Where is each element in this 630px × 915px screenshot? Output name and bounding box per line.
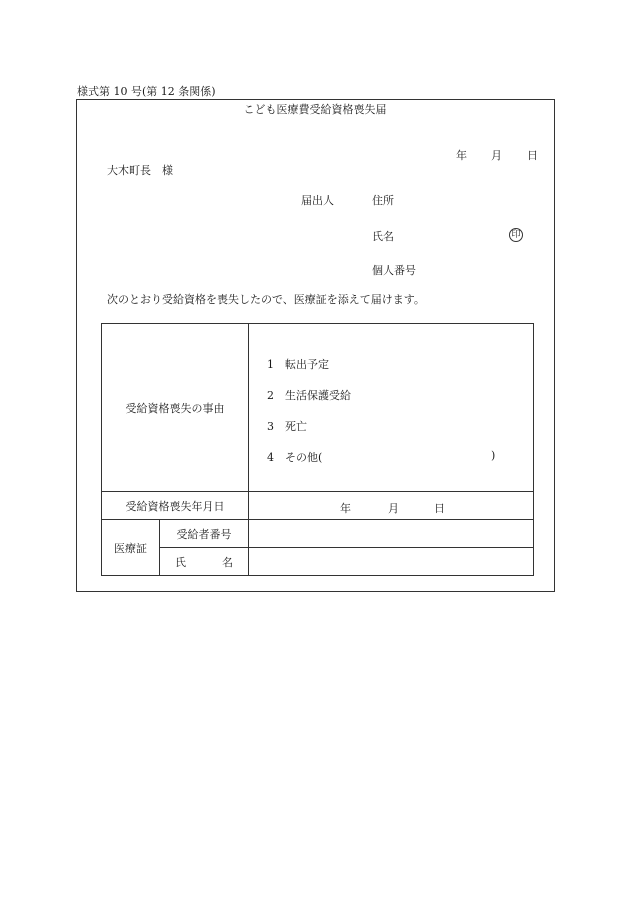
loss-date-label: 受給資格喪失年月日 [102,492,249,520]
recipient-number-label: 受給者番号 [160,520,249,548]
detail-table [101,323,534,576]
reason-number: 4 [267,451,274,464]
reasons-cell[interactable] [249,324,534,492]
loss-date-month: 月 [388,502,399,515]
mynumber-label: 個人番号 [372,264,416,277]
reason-text: 生活保護受給 [285,389,351,402]
card-label: 医療証 [102,520,160,576]
card-name-label-right: 名 [222,555,233,569]
statement-text: 次のとおり受給資格を喪失したので、医療証を添えて届けます。 [107,293,425,306]
reason-number: 1 [267,358,274,371]
seal-icon: 印 [509,228,523,242]
reason-item [267,387,351,403]
recipient-number-field[interactable] [249,520,534,548]
loss-date-year: 年 [340,502,351,515]
header-month-label: 月 [491,149,502,162]
reason-label: 受給資格喪失の事由 [102,324,249,492]
card-name-field[interactable] [249,548,534,576]
reason-number: 2 [267,389,274,402]
card-name-label-left: 氏 [175,555,186,569]
reason-text: 転出予定 [285,358,329,371]
reason-text: その他( [285,451,323,464]
table-row [102,324,534,492]
name-label: 氏名 [372,230,394,243]
other-close-paren: ) [491,449,496,462]
addressee: 大木町長 様 [107,164,173,177]
loss-date-field[interactable] [249,492,534,520]
card-name-label-cell [160,548,249,576]
header-day-label: 日 [527,149,538,162]
reason-number: 3 [267,420,274,433]
form-title: こども医療費受給資格喪失届 [243,103,387,116]
loss-date-day: 日 [434,502,445,515]
form-number-label: 様式第 10 号(第 12 条関係) [77,85,216,98]
reason-item [267,449,322,465]
table-row [102,492,534,520]
header-year-label: 年 [456,149,467,162]
submitter-label: 届出人 [301,194,334,207]
address-label: 住所 [372,194,394,207]
reason-item [267,356,329,372]
table-row [102,520,534,548]
table-row [102,548,534,576]
reason-text: 死亡 [285,420,307,433]
reason-item [267,418,307,434]
